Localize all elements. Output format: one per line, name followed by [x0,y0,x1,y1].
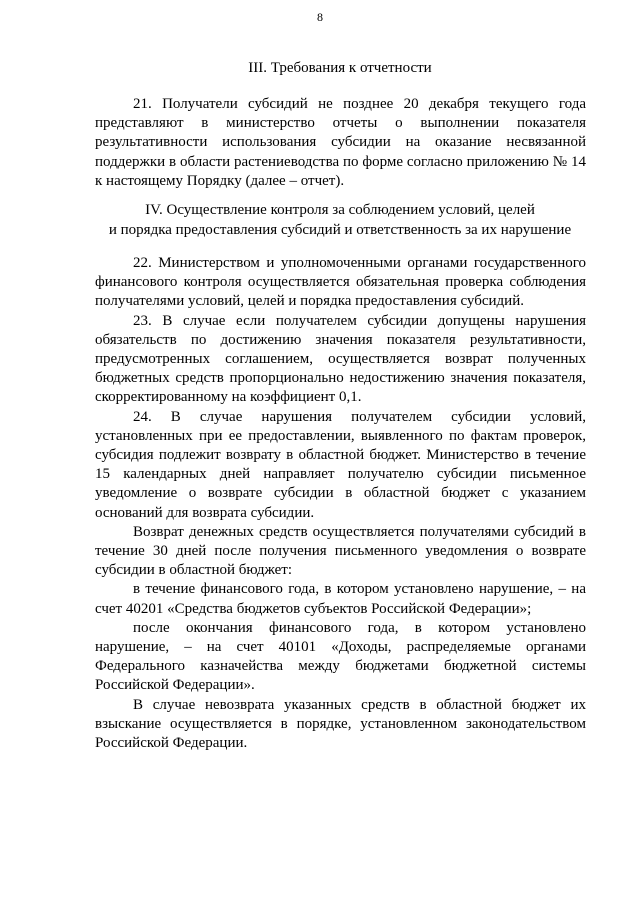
page-number: 8 [317,10,323,24]
paragraph-23: 23. В случае если получателем субсидии допущены нарушения обязательств по достижению значения показателя результативности, предусмотренных соглашением, осуществляется возврат полученных бюджетных средств пропорционально недостижению значения показателя, скорректированному на коэффициент 0,1. [95,312,586,406]
section-4-title-line-1: IV. Осуществление контроля за соблюдением условий, целей [145,202,535,218]
paragraph-refund: Возврат денежных средств осуществляется получателями субсидий в течение 30 дней после получения письменного уведомления о возврате субсидии в областной бюджет: [95,523,586,579]
paragraph-22: 22. Министерством и уполномоченными органами государственного финансового контроля осуществляется обязательная проверка соблюдения получателями условий, целей и порядка предоставления субсидий. [95,255,586,310]
paragraph-enforcement: В случае невозврата указанных средств в областной бюджет их взыскание осуществляется в порядке, установленном законодательством Российской Федерации. [95,696,586,752]
section-3-body [95,95,586,191]
section-3-title: III. Требования к отчетности [248,60,432,76]
section-4-title-line-2: и порядка предоставления субсидий и ответственность за их нарушение [108,222,572,238]
paragraph-21: 21. Получатели субсидий не позднее 20 декабря текущего года представляют в министерство отчеты о выполнении показателя результативности использования субсидии на оказание несвязанной поддержки в области растениеводства по форме согласно приложению № 14 к настоящему Порядку (далее – отчет). [95,96,586,189]
paragraph-after-year-account: после окончания финансового года, в котором установлено нарушение, – на счет 40101 «Доходы, распределяемые органами Федерального казначейства между бюджетами бюджетной системы Российской Федерации». [95,619,586,694]
section-4-body [95,254,586,753]
section-4-title [90,200,590,240]
paragraph-current-year-account: в течение финансового года, в котором установлено нарушение, – на счет 40201 «Средства бюджетов субъектов Российской Федерации»; [95,581,586,617]
paragraph-24: 24. В случае нарушения получателем субсидии условий, установленных при ее предоставлении, выявленного по фактам проверок, субсидия подлежит возврату в областной бюджет. Министерство в течение 15 календарных дней направляет получателю субсидии письменное уведомление о возврате субсидии в областной бюджет с указанием оснований для возврата субсидии. [95,408,586,521]
